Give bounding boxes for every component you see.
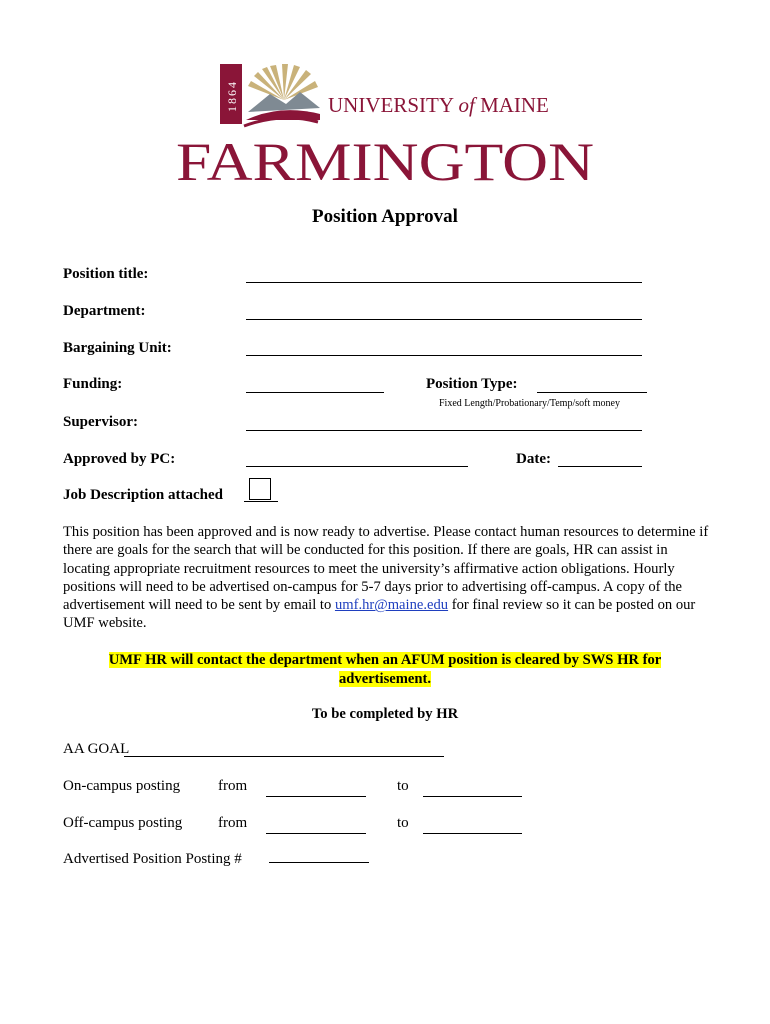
highlighted-notice: [0, 651, 770, 688]
bargaining-unit-label: Bargaining Unit:: [63, 340, 172, 356]
aa-goal-field[interactable]: [124, 756, 444, 757]
on-campus-to-field[interactable]: [423, 796, 522, 797]
logo-year: 1864: [225, 80, 239, 112]
form-title: Position Approval: [312, 206, 458, 227]
supervisor-label: Supervisor:: [63, 414, 138, 430]
advertised-posting-field[interactable]: [269, 862, 369, 863]
position-type-label: Position Type:: [426, 376, 518, 392]
funding-field[interactable]: [246, 392, 384, 393]
date-label: Date:: [516, 451, 551, 467]
position-title-field[interactable]: [246, 282, 642, 283]
job-description-underline: [244, 501, 278, 502]
on-campus-from-field[interactable]: [266, 796, 366, 797]
sun-icon: [248, 64, 318, 100]
paragraph-text-end: for final review so it can be posted on our UMF website.: [63, 597, 696, 632]
off-campus-to-label: to: [397, 815, 409, 831]
university-logo: [170, 62, 600, 187]
position-title-label: Position title:: [63, 266, 149, 282]
logo-university-line: UNIVERSITY of MAINE: [328, 93, 549, 117]
on-campus-from-label: from: [218, 778, 248, 794]
logo-campus: FARMINGTON: [176, 132, 594, 187]
department-field[interactable]: [246, 319, 642, 320]
hr-email-link[interactable]: umf.hr@maine.edu: [334, 597, 449, 614]
position-type-options: Fixed Length/Probationary/Temp/soft money: [439, 398, 620, 409]
approved-by-pc-label: Approved by PC:: [63, 451, 176, 467]
off-campus-from-field[interactable]: [266, 833, 366, 834]
date-field[interactable]: [558, 466, 642, 467]
hr-section-heading: To be completed by HR: [311, 706, 459, 722]
aa-goal-label: AA GOAL: [63, 741, 130, 757]
position-type-field[interactable]: [537, 392, 647, 393]
on-campus-to-label: to: [397, 778, 409, 794]
bargaining-unit-field[interactable]: [246, 355, 642, 356]
on-campus-label: On-campus posting: [63, 778, 181, 794]
off-campus-from-label: from: [218, 815, 248, 831]
paragraph-text: This position has been approved and is now ready to advertise. Please contact human resources to determine if there are goals for the search that will be conducted for this position. If there are goals, HR can assist in locating appropriate recruitment resources to meet the university’s affirmative action obligations. Hourly positions will need to be advertised on-campus for 5-7 days prior to advertising off-campus. A copy of the advertisement will need to be sent by email to: [63, 524, 709, 614]
advertised-posting-label: Advertised Position Posting #: [63, 851, 242, 867]
job-description-checkbox[interactable]: [249, 478, 271, 500]
notice-line-2: advertisement.: [339, 670, 431, 687]
instructions-paragraph: [63, 523, 713, 633]
job-description-label: Job Description attached: [63, 487, 223, 503]
off-campus-label: Off-campus posting: [63, 815, 183, 831]
funding-label: Funding:: [63, 376, 123, 392]
department-label: Department:: [63, 303, 146, 319]
supervisor-field[interactable]: [246, 430, 642, 431]
notice-line-1: UMF HR will contact the department when an AFUM position is cleared by SWS HR for: [108, 652, 662, 668]
off-campus-to-field[interactable]: [423, 833, 522, 834]
approved-by-pc-field[interactable]: [246, 466, 468, 467]
